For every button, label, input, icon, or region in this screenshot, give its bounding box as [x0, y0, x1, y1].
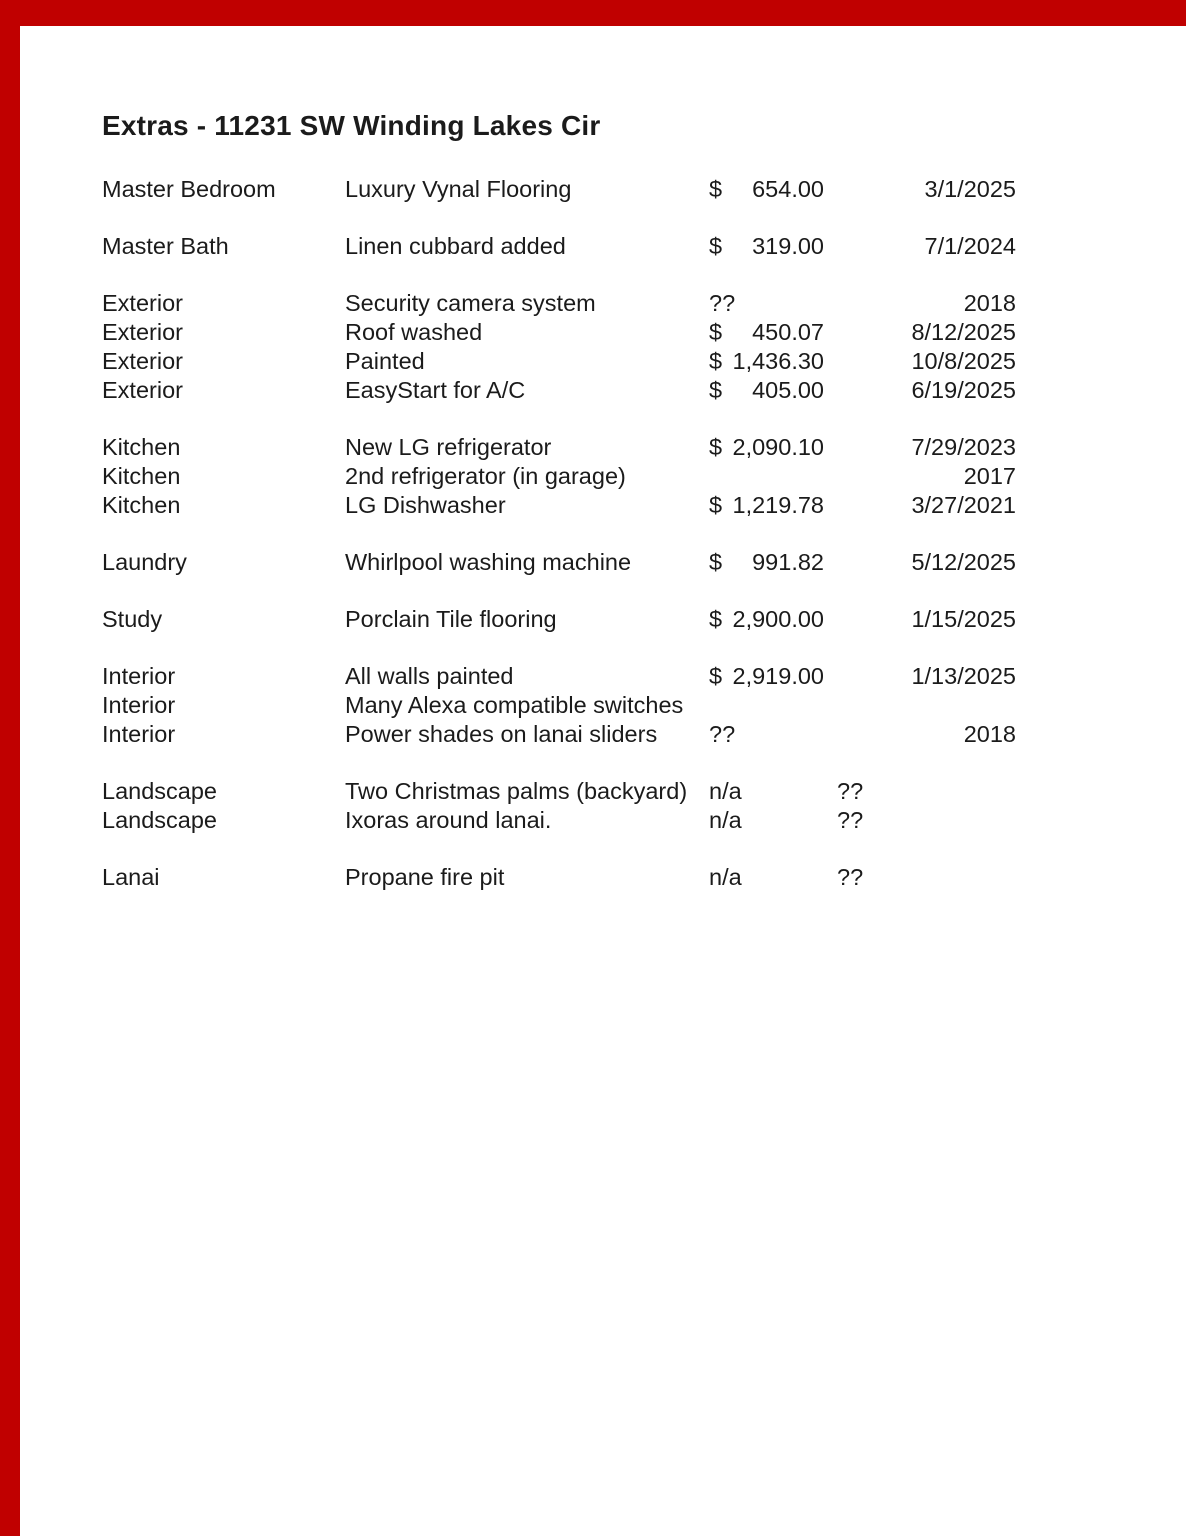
table-row [0, 720, 1186, 749]
unknown-date-cell: ?? [837, 807, 864, 833]
room-cell: Interior [102, 721, 176, 747]
room-cell: Laundry [102, 549, 187, 575]
dollar-sign: $ [709, 348, 723, 374]
amount-cell: 450.07 [752, 319, 824, 345]
date-cell: 10/8/2025 [911, 348, 1016, 374]
item-description-cell: Painted [345, 348, 425, 374]
room-cell: Landscape [102, 778, 217, 804]
amount-cell: 1,219.78 [732, 492, 824, 518]
table-row [0, 175, 1186, 204]
table-row [0, 863, 1186, 892]
room-cell: Exterior [102, 290, 183, 316]
room-cell: Study [102, 606, 163, 632]
room-cell: Master Bath [102, 233, 229, 259]
item-description-cell: LG Dishwasher [345, 492, 506, 518]
table-row [0, 548, 1186, 577]
item-description-cell: Power shades on lanai sliders [345, 721, 658, 747]
date-cell: 8/12/2025 [911, 319, 1016, 345]
amount-cell: 2,919.00 [732, 663, 824, 689]
page-edge-bar-top [0, 0, 1186, 26]
dollar-sign: $ [709, 233, 723, 259]
date-cell: 3/27/2021 [911, 492, 1016, 518]
table-row [0, 462, 1186, 491]
dollar-sign: $ [709, 606, 723, 632]
page-title: Extras - 11231 SW Winding Lakes Cir [102, 110, 601, 141]
amount-cell: 405.00 [752, 377, 824, 403]
item-description-cell: Roof washed [345, 319, 483, 345]
amount-cell: 1,436.30 [732, 348, 824, 374]
dollar-sign: $ [709, 434, 723, 460]
amount-cell: 991.82 [752, 549, 824, 575]
date-cell: 2018 [963, 721, 1016, 747]
amount-cell: 319.00 [752, 233, 824, 259]
room-cell: Landscape [102, 807, 217, 833]
unknown-date-cell: ?? [837, 864, 864, 890]
amount-cell: 2,090.10 [732, 434, 824, 460]
dollar-sign: $ [709, 663, 723, 689]
amount-cell: 2,900.00 [732, 606, 824, 632]
item-description-cell: Linen cubbard added [345, 233, 566, 259]
item-description-cell: EasyStart for A/C [345, 377, 526, 403]
room-cell: Kitchen [102, 492, 181, 518]
table-row [0, 376, 1186, 405]
date-cell: 2017 [963, 463, 1016, 489]
room-cell: Lanai [102, 864, 160, 890]
dollar-sign: $ [709, 492, 723, 518]
date-cell: 6/19/2025 [911, 377, 1016, 403]
table-row [0, 691, 1186, 720]
item-description-cell: Many Alexa compatible switches [345, 692, 684, 718]
table-row [0, 806, 1186, 835]
date-cell: 1/15/2025 [911, 606, 1016, 632]
room-cell: Kitchen [102, 463, 181, 489]
room-cell: Interior [102, 663, 176, 689]
table-row [0, 605, 1186, 634]
item-description-cell: Whirlpool washing machine [345, 549, 632, 575]
table-row [0, 433, 1186, 462]
dollar-sign: $ [709, 549, 723, 575]
unknown-date-cell: ?? [837, 778, 864, 804]
dollar-sign: $ [709, 377, 723, 403]
date-cell: 2018 [963, 290, 1016, 316]
item-description-cell: Luxury Vynal Flooring [345, 176, 572, 202]
date-cell: 5/12/2025 [911, 549, 1016, 575]
dollar-sign: $ [709, 319, 723, 345]
date-cell: 1/13/2025 [911, 663, 1016, 689]
date-cell: 7/1/2024 [924, 233, 1016, 259]
table-row [0, 289, 1186, 318]
room-cell: Master Bedroom [102, 176, 276, 202]
note-cell: n/a [709, 807, 742, 833]
table-row [0, 232, 1186, 261]
table-row [0, 777, 1186, 806]
table-row [0, 318, 1186, 347]
item-description-cell: Ixoras around lanai. [345, 807, 552, 833]
table-row [0, 662, 1186, 691]
item-description-cell: Two Christmas palms (backyard) [345, 778, 688, 804]
note-cell: n/a [709, 864, 742, 890]
page-edge-bar-left [0, 0, 20, 1536]
note-cell: n/a [709, 778, 742, 804]
item-description-cell: Porclain Tile flooring [345, 606, 557, 632]
item-description-cell: Propane fire pit [345, 864, 505, 890]
item-description-cell: New LG refrigerator [345, 434, 552, 460]
room-cell: Interior [102, 692, 176, 718]
room-cell: Kitchen [102, 434, 181, 460]
room-cell: Exterior [102, 377, 183, 403]
note-cell: ?? [709, 721, 736, 747]
item-description-cell: All walls painted [345, 663, 514, 689]
table-row [0, 347, 1186, 376]
table-row [0, 491, 1186, 520]
amount-cell: 654.00 [752, 176, 824, 202]
date-cell: 7/29/2023 [911, 434, 1016, 460]
room-cell: Exterior [102, 348, 183, 374]
dollar-sign: $ [709, 176, 723, 202]
note-cell: ?? [709, 290, 736, 316]
item-description-cell: 2nd refrigerator (in garage) [345, 463, 626, 489]
room-cell: Exterior [102, 319, 183, 345]
item-description-cell: Security camera system [345, 290, 596, 316]
date-cell: 3/1/2025 [924, 176, 1016, 202]
